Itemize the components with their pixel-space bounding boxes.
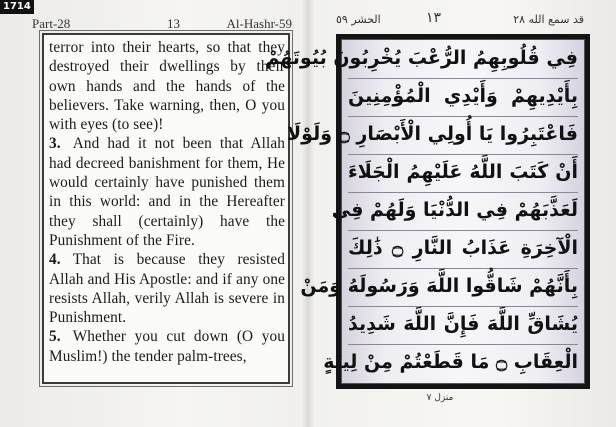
- manzil-footer: منزل ٧: [426, 393, 454, 403]
- surah-label-arabic: الحشر ٥٩: [336, 13, 381, 26]
- part-label: Part-28: [32, 16, 71, 31]
- arabic-line: فَاعْتَبِرُوا يَا أُولِي الْأَبْصَارِ ۝ وَلَوْلَا: [348, 116, 578, 155]
- arabic-line: بِأَنَّهُمْ شَاقُّوا اللَّهَ وَرَسُولَهُ وَمَنْ: [348, 268, 578, 307]
- paragraph: [49, 134, 285, 250]
- verse-number: 3.: [49, 135, 61, 153]
- arabic-line: أَنْ كَتَبَ اللَّهُ عَلَيْهِمُ الْجَلَاءَ: [348, 154, 578, 193]
- surah-label: Al-Hashr-59: [226, 16, 292, 31]
- arabic-text-panel: [265, 39, 585, 384]
- part-label-arabic: قد سمع الله ٢٨: [513, 13, 584, 26]
- arabic-line: لَعَذَّبَهُمْ فِي الدُّنْيَا وَلَهُمْ فِي: [348, 192, 578, 231]
- verse-number: 5.: [49, 328, 61, 346]
- arabic-line: يُشَاقِّ اللَّهَ فَإِنَّ اللَّهَ شَدِيدُ: [348, 306, 578, 345]
- verse-number: 4.: [49, 251, 61, 269]
- paragraph: [49, 250, 285, 327]
- translation-text: [49, 38, 285, 366]
- arabic-line: الْعِقَابِ ۝ مَا قَطَعْتُمْ مِنْ لِينَةٍ: [323, 351, 578, 373]
- right-page-header: [334, 10, 590, 30]
- paragraph-text: And had it not been that Allah had decreed banishment for them, He would certainly have punished them in this world: and in the Hereafter they shall (certainly) have the Punishment of the Fire.: [49, 135, 285, 249]
- arabic-line: بِأَيْدِيهِمْ وَأَيْدِي الْمُؤْمِنِينَ: [348, 78, 578, 117]
- arabic-line: الْآخِرَةِ عَذَابُ النَّارِ ۝ ذَٰلِكَ: [348, 230, 578, 269]
- left-page-header: [32, 16, 292, 32]
- paragraph-text: terror into their hearts, so that they destroyed their dwellings by their own hands and the hands of the believers. Take warning, then, O you with eyes (to see)!: [49, 39, 285, 134]
- arabic-frame: [265, 34, 590, 389]
- arabic-line: فِي قُلُوبِهِمُ الرُّعْبَ يُخْرِبُونَ بُيُوتَهُمْ: [348, 40, 578, 79]
- translation-frame: [42, 33, 290, 384]
- page-number: 13: [167, 16, 180, 31]
- page-number-arabic: ١٣: [426, 10, 442, 26]
- paragraph: [49, 327, 285, 366]
- paragraph: [49, 38, 285, 134]
- paragraph-text: That is because they resisted Allah and His Apostle: and if any one resists Allah, verily Allah is severe in Punishment.: [49, 251, 285, 327]
- paragraph-text: Whether you cut down (O you Muslim!) the tender palm-trees,: [49, 328, 285, 365]
- page-id-badge: 1714: [0, 0, 34, 14]
